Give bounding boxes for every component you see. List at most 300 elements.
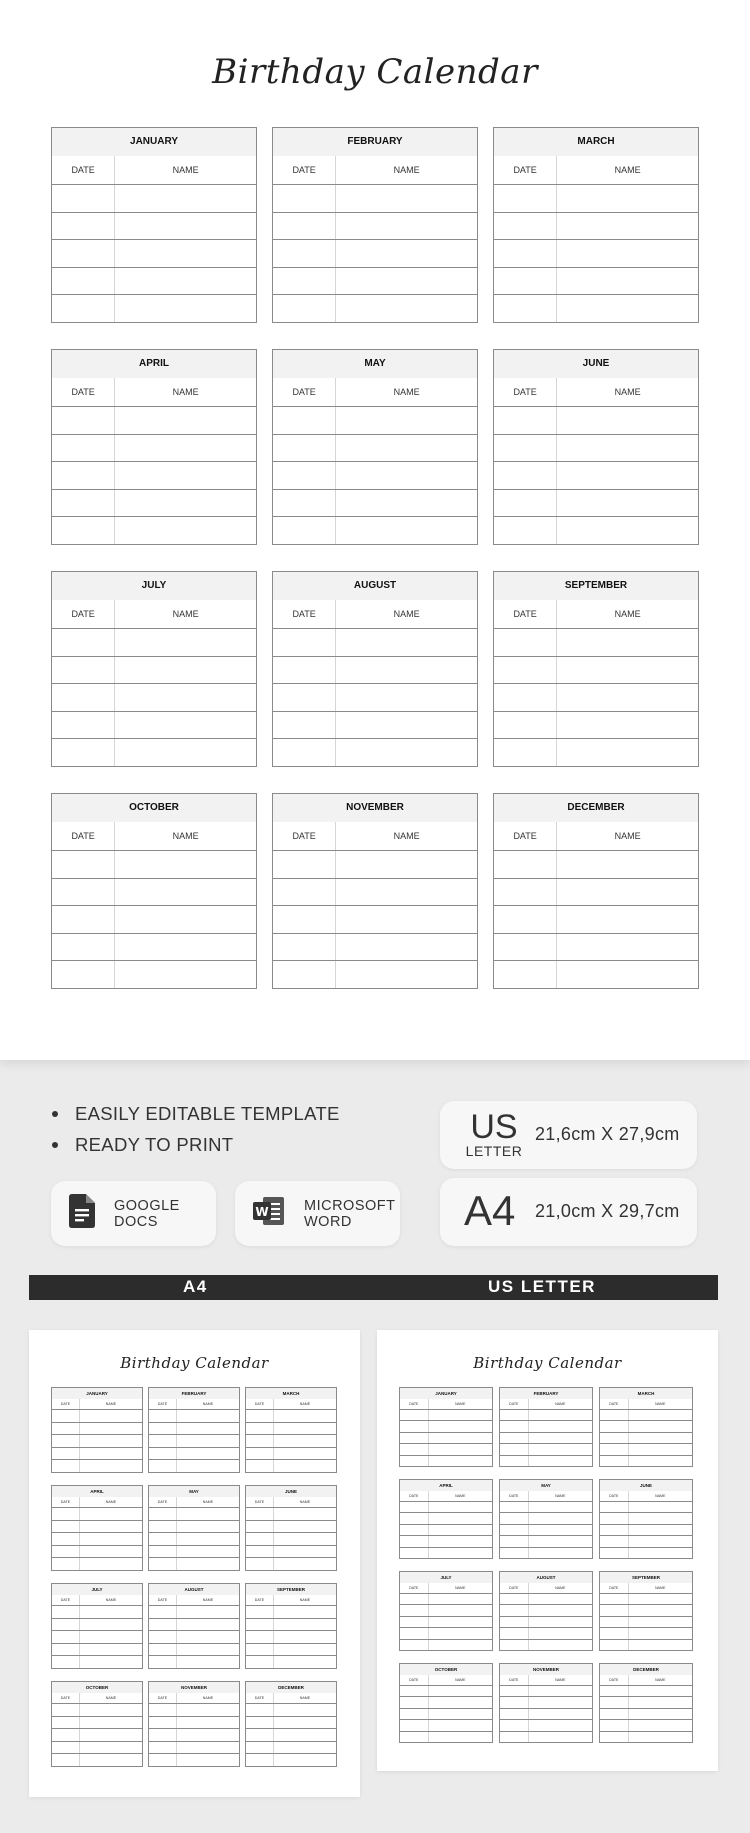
birthday-entry-row[interactable]: [273, 267, 477, 295]
birthday-entry-row[interactable]: [273, 516, 477, 544]
birthday-entry-row[interactable]: [149, 1753, 239, 1766]
date-cell[interactable]: [494, 906, 557, 933]
date-cell[interactable]: [600, 1709, 629, 1719]
date-cell[interactable]: [149, 1435, 177, 1447]
name-cell[interactable]: [177, 1742, 239, 1754]
birthday-entry-row[interactable]: [500, 1593, 592, 1604]
name-cell[interactable]: [629, 1628, 692, 1638]
date-cell[interactable]: [500, 1594, 529, 1604]
name-cell[interactable]: [336, 435, 477, 462]
date-cell[interactable]: [500, 1421, 529, 1431]
date-cell[interactable]: [52, 213, 115, 240]
date-cell[interactable]: [246, 1631, 274, 1643]
name-cell[interactable]: [274, 1619, 336, 1631]
name-cell[interactable]: [115, 629, 256, 656]
name-cell[interactable]: [529, 1605, 592, 1615]
date-cell[interactable]: [149, 1606, 177, 1618]
birthday-entry-row[interactable]: [149, 1532, 239, 1545]
name-cell[interactable]: [274, 1729, 336, 1741]
name-cell[interactable]: [557, 268, 698, 295]
name-cell[interactable]: [429, 1525, 492, 1535]
name-cell[interactable]: [557, 879, 698, 906]
name-cell[interactable]: [177, 1644, 239, 1656]
date-cell[interactable]: [52, 407, 115, 434]
date-cell[interactable]: [400, 1732, 429, 1742]
name-cell[interactable]: [629, 1421, 692, 1431]
date-cell[interactable]: [246, 1754, 274, 1766]
name-cell[interactable]: [274, 1546, 336, 1558]
date-cell[interactable]: [52, 268, 115, 295]
birthday-entry-row[interactable]: [52, 406, 256, 434]
name-cell[interactable]: [80, 1423, 142, 1435]
name-cell[interactable]: [177, 1619, 239, 1631]
name-cell[interactable]: [429, 1640, 492, 1650]
birthday-entry-row[interactable]: [600, 1639, 692, 1650]
date-cell[interactable]: [52, 712, 115, 739]
name-cell[interactable]: [80, 1508, 142, 1520]
name-cell[interactable]: [177, 1656, 239, 1668]
name-cell[interactable]: [80, 1644, 142, 1656]
name-cell[interactable]: [115, 268, 256, 295]
date-cell[interactable]: [149, 1704, 177, 1716]
birthday-entry-row[interactable]: [500, 1455, 592, 1466]
name-cell[interactable]: [557, 739, 698, 766]
name-cell[interactable]: [115, 490, 256, 517]
date-cell[interactable]: [494, 462, 557, 489]
date-cell[interactable]: [273, 851, 336, 878]
date-cell[interactable]: [52, 1619, 80, 1631]
name-cell[interactable]: [629, 1433, 692, 1443]
birthday-entry-row[interactable]: [52, 1655, 142, 1668]
date-cell[interactable]: [52, 657, 115, 684]
birthday-entry-row[interactable]: [273, 960, 477, 988]
name-cell[interactable]: [336, 657, 477, 684]
name-cell[interactable]: [529, 1433, 592, 1443]
name-cell[interactable]: [529, 1594, 592, 1604]
birthday-entry-row[interactable]: [246, 1716, 336, 1729]
birthday-entry-row[interactable]: [273, 294, 477, 322]
birthday-entry-row[interactable]: [149, 1422, 239, 1435]
date-cell[interactable]: [52, 435, 115, 462]
birthday-entry-row[interactable]: [52, 1507, 142, 1520]
date-cell[interactable]: [500, 1686, 529, 1696]
date-cell[interactable]: [600, 1410, 629, 1420]
birthday-entry-row[interactable]: [52, 1753, 142, 1766]
name-cell[interactable]: [336, 268, 477, 295]
date-cell[interactable]: [400, 1421, 429, 1431]
birthday-entry-row[interactable]: [600, 1547, 692, 1558]
date-cell[interactable]: [400, 1709, 429, 1719]
name-cell[interactable]: [274, 1704, 336, 1716]
birthday-entry-row[interactable]: [500, 1627, 592, 1638]
birthday-entry-row[interactable]: [149, 1716, 239, 1729]
birthday-entry-row[interactable]: [52, 878, 256, 906]
name-cell[interactable]: [177, 1521, 239, 1533]
birthday-entry-row[interactable]: [149, 1447, 239, 1460]
date-cell[interactable]: [52, 684, 115, 711]
birthday-entry-row[interactable]: [52, 1557, 142, 1570]
name-cell[interactable]: [557, 185, 698, 212]
name-cell[interactable]: [336, 934, 477, 961]
birthday-entry-row[interactable]: [246, 1459, 336, 1472]
name-cell[interactable]: [80, 1729, 142, 1741]
name-cell[interactable]: [177, 1448, 239, 1460]
name-cell[interactable]: [429, 1605, 492, 1615]
name-cell[interactable]: [177, 1704, 239, 1716]
name-cell[interactable]: [115, 934, 256, 961]
birthday-entry-row[interactable]: [149, 1545, 239, 1558]
name-cell[interactable]: [177, 1631, 239, 1643]
name-cell[interactable]: [115, 657, 256, 684]
date-cell[interactable]: [600, 1513, 629, 1523]
birthday-entry-row[interactable]: [273, 656, 477, 684]
birthday-entry-row[interactable]: [149, 1728, 239, 1741]
date-cell[interactable]: [149, 1717, 177, 1729]
birthday-entry-row[interactable]: [600, 1685, 692, 1696]
name-cell[interactable]: [629, 1720, 692, 1730]
birthday-entry-row[interactable]: [149, 1434, 239, 1447]
date-cell[interactable]: [494, 712, 557, 739]
date-cell[interactable]: [273, 684, 336, 711]
birthday-entry-row[interactable]: [246, 1545, 336, 1558]
name-cell[interactable]: [557, 629, 698, 656]
name-cell[interactable]: [177, 1410, 239, 1422]
name-cell[interactable]: [629, 1605, 692, 1615]
name-cell[interactable]: [115, 462, 256, 489]
birthday-entry-row[interactable]: [600, 1593, 692, 1604]
name-cell[interactable]: [429, 1628, 492, 1638]
date-cell[interactable]: [500, 1525, 529, 1535]
birthday-entry-row[interactable]: [246, 1507, 336, 1520]
date-cell[interactable]: [400, 1617, 429, 1627]
birthday-entry-row[interactable]: [52, 850, 256, 878]
birthday-entry-row[interactable]: [400, 1696, 492, 1707]
date-cell[interactable]: [273, 462, 336, 489]
date-cell[interactable]: [246, 1435, 274, 1447]
birthday-entry-row[interactable]: [246, 1532, 336, 1545]
name-cell[interactable]: [336, 213, 477, 240]
name-cell[interactable]: [336, 490, 477, 517]
birthday-entry-row[interactable]: [149, 1507, 239, 1520]
birthday-entry-row[interactable]: [600, 1708, 692, 1719]
birthday-entry-row[interactable]: [149, 1520, 239, 1533]
date-cell[interactable]: [400, 1686, 429, 1696]
birthday-entry-row[interactable]: [494, 434, 698, 462]
date-cell[interactable]: [500, 1548, 529, 1558]
date-cell[interactable]: [494, 879, 557, 906]
name-cell[interactable]: [557, 295, 698, 322]
date-cell[interactable]: [494, 240, 557, 267]
date-cell[interactable]: [52, 295, 115, 322]
date-cell[interactable]: [600, 1548, 629, 1558]
birthday-entry-row[interactable]: [600, 1535, 692, 1546]
date-cell[interactable]: [600, 1421, 629, 1431]
birthday-entry-row[interactable]: [500, 1604, 592, 1615]
date-cell[interactable]: [494, 185, 557, 212]
birthday-entry-row[interactable]: [52, 1532, 142, 1545]
birthday-entry-row[interactable]: [52, 434, 256, 462]
name-cell[interactable]: [274, 1410, 336, 1422]
birthday-entry-row[interactable]: [400, 1593, 492, 1604]
birthday-entry-row[interactable]: [52, 294, 256, 322]
birthday-entry-row[interactable]: [149, 1557, 239, 1570]
name-cell[interactable]: [629, 1732, 692, 1742]
name-cell[interactable]: [529, 1525, 592, 1535]
birthday-entry-row[interactable]: [273, 933, 477, 961]
date-cell[interactable]: [500, 1617, 529, 1627]
birthday-entry-row[interactable]: [500, 1432, 592, 1443]
birthday-entry-row[interactable]: [500, 1443, 592, 1454]
name-cell[interactable]: [429, 1686, 492, 1696]
name-cell[interactable]: [177, 1460, 239, 1472]
birthday-entry-row[interactable]: [600, 1420, 692, 1431]
birthday-entry-row[interactable]: [246, 1630, 336, 1643]
birthday-entry-row[interactable]: [500, 1685, 592, 1696]
birthday-entry-row[interactable]: [400, 1501, 492, 1512]
birthday-entry-row[interactable]: [273, 184, 477, 212]
name-cell[interactable]: [115, 879, 256, 906]
name-cell[interactable]: [80, 1460, 142, 1472]
birthday-entry-row[interactable]: [600, 1512, 692, 1523]
birthday-entry-row[interactable]: [246, 1605, 336, 1618]
birthday-entry-row[interactable]: [273, 239, 477, 267]
name-cell[interactable]: [557, 961, 698, 988]
date-cell[interactable]: [149, 1460, 177, 1472]
birthday-entry-row[interactable]: [52, 212, 256, 240]
name-cell[interactable]: [115, 851, 256, 878]
name-cell[interactable]: [80, 1619, 142, 1631]
birthday-entry-row[interactable]: [600, 1501, 692, 1512]
date-cell[interactable]: [500, 1709, 529, 1719]
date-cell[interactable]: [494, 684, 557, 711]
date-cell[interactable]: [52, 1435, 80, 1447]
birthday-entry-row[interactable]: [52, 1728, 142, 1741]
name-cell[interactable]: [429, 1594, 492, 1604]
date-cell[interactable]: [494, 851, 557, 878]
birthday-entry-row[interactable]: [400, 1420, 492, 1431]
name-cell[interactable]: [529, 1628, 592, 1638]
name-cell[interactable]: [80, 1631, 142, 1643]
date-cell[interactable]: [600, 1732, 629, 1742]
name-cell[interactable]: [80, 1533, 142, 1545]
birthday-entry-row[interactable]: [500, 1524, 592, 1535]
name-cell[interactable]: [336, 407, 477, 434]
name-cell[interactable]: [429, 1617, 492, 1627]
date-cell[interactable]: [500, 1697, 529, 1707]
date-cell[interactable]: [52, 1656, 80, 1668]
date-cell[interactable]: [600, 1605, 629, 1615]
birthday-entry-row[interactable]: [149, 1618, 239, 1631]
name-cell[interactable]: [80, 1704, 142, 1716]
birthday-entry-row[interactable]: [52, 628, 256, 656]
birthday-entry-row[interactable]: [494, 683, 698, 711]
birthday-entry-row[interactable]: [494, 738, 698, 766]
date-cell[interactable]: [400, 1548, 429, 1558]
name-cell[interactable]: [529, 1513, 592, 1523]
name-cell[interactable]: [529, 1548, 592, 1558]
date-cell[interactable]: [52, 1631, 80, 1643]
birthday-entry-row[interactable]: [246, 1520, 336, 1533]
name-cell[interactable]: [274, 1742, 336, 1754]
name-cell[interactable]: [529, 1720, 592, 1730]
date-cell[interactable]: [494, 268, 557, 295]
date-cell[interactable]: [494, 490, 557, 517]
name-cell[interactable]: [274, 1533, 336, 1545]
name-cell[interactable]: [80, 1717, 142, 1729]
birthday-entry-row[interactable]: [494, 212, 698, 240]
date-cell[interactable]: [600, 1525, 629, 1535]
birthday-entry-row[interactable]: [246, 1557, 336, 1570]
name-cell[interactable]: [80, 1521, 142, 1533]
date-cell[interactable]: [273, 629, 336, 656]
birthday-entry-row[interactable]: [400, 1639, 492, 1650]
date-cell[interactable]: [500, 1433, 529, 1443]
name-cell[interactable]: [629, 1594, 692, 1604]
name-cell[interactable]: [177, 1533, 239, 1545]
birthday-entry-row[interactable]: [52, 711, 256, 739]
birthday-entry-row[interactable]: [149, 1643, 239, 1656]
birthday-entry-row[interactable]: [52, 738, 256, 766]
birthday-entry-row[interactable]: [600, 1432, 692, 1443]
birthday-entry-row[interactable]: [273, 905, 477, 933]
date-cell[interactable]: [500, 1732, 529, 1742]
birthday-entry-row[interactable]: [52, 933, 256, 961]
date-cell[interactable]: [400, 1697, 429, 1707]
name-cell[interactable]: [336, 295, 477, 322]
birthday-entry-row[interactable]: [494, 406, 698, 434]
birthday-entry-row[interactable]: [400, 1685, 492, 1696]
birthday-entry-row[interactable]: [52, 1703, 142, 1716]
name-cell[interactable]: [274, 1754, 336, 1766]
birthday-entry-row[interactable]: [500, 1708, 592, 1719]
name-cell[interactable]: [80, 1558, 142, 1570]
name-cell[interactable]: [557, 684, 698, 711]
birthday-entry-row[interactable]: [52, 1741, 142, 1754]
birthday-entry-row[interactable]: [600, 1616, 692, 1627]
date-cell[interactable]: [400, 1525, 429, 1535]
name-cell[interactable]: [115, 295, 256, 322]
name-cell[interactable]: [629, 1456, 692, 1466]
date-cell[interactable]: [600, 1720, 629, 1730]
name-cell[interactable]: [557, 435, 698, 462]
date-cell[interactable]: [149, 1410, 177, 1422]
date-cell[interactable]: [400, 1513, 429, 1523]
birthday-entry-row[interactable]: [52, 267, 256, 295]
birthday-entry-row[interactable]: [273, 406, 477, 434]
date-cell[interactable]: [273, 712, 336, 739]
name-cell[interactable]: [274, 1448, 336, 1460]
name-cell[interactable]: [429, 1456, 492, 1466]
date-cell[interactable]: [600, 1628, 629, 1638]
birthday-entry-row[interactable]: [500, 1719, 592, 1730]
name-cell[interactable]: [529, 1444, 592, 1454]
date-cell[interactable]: [52, 879, 115, 906]
name-cell[interactable]: [429, 1732, 492, 1742]
birthday-entry-row[interactable]: [52, 1447, 142, 1460]
date-cell[interactable]: [52, 1546, 80, 1558]
birthday-entry-row[interactable]: [500, 1409, 592, 1420]
birthday-entry-row[interactable]: [494, 489, 698, 517]
name-cell[interactable]: [80, 1448, 142, 1460]
date-cell[interactable]: [494, 961, 557, 988]
birthday-entry-row[interactable]: [494, 850, 698, 878]
name-cell[interactable]: [557, 462, 698, 489]
birthday-entry-row[interactable]: [500, 1420, 592, 1431]
date-cell[interactable]: [149, 1423, 177, 1435]
birthday-entry-row[interactable]: [494, 960, 698, 988]
name-cell[interactable]: [115, 712, 256, 739]
birthday-entry-row[interactable]: [149, 1605, 239, 1618]
birthday-entry-row[interactable]: [500, 1501, 592, 1512]
name-cell[interactable]: [429, 1697, 492, 1707]
birthday-entry-row[interactable]: [500, 1731, 592, 1742]
date-cell[interactable]: [273, 906, 336, 933]
name-cell[interactable]: [274, 1717, 336, 1729]
date-cell[interactable]: [273, 268, 336, 295]
birthday-entry-row[interactable]: [246, 1618, 336, 1631]
birthday-entry-row[interactable]: [52, 683, 256, 711]
date-cell[interactable]: [500, 1444, 529, 1454]
name-cell[interactable]: [557, 407, 698, 434]
name-cell[interactable]: [557, 517, 698, 544]
name-cell[interactable]: [336, 851, 477, 878]
date-cell[interactable]: [52, 1754, 80, 1766]
date-cell[interactable]: [400, 1594, 429, 1604]
name-cell[interactable]: [529, 1421, 592, 1431]
date-cell[interactable]: [600, 1433, 629, 1443]
birthday-entry-row[interactable]: [600, 1696, 692, 1707]
date-cell[interactable]: [52, 1717, 80, 1729]
name-cell[interactable]: [629, 1525, 692, 1535]
name-cell[interactable]: [557, 906, 698, 933]
birthday-entry-row[interactable]: [246, 1447, 336, 1460]
date-cell[interactable]: [400, 1444, 429, 1454]
name-cell[interactable]: [529, 1456, 592, 1466]
birthday-entry-row[interactable]: [52, 461, 256, 489]
birthday-entry-row[interactable]: [52, 489, 256, 517]
name-cell[interactable]: [80, 1606, 142, 1618]
birthday-entry-row[interactable]: [149, 1409, 239, 1422]
birthday-entry-row[interactable]: [246, 1741, 336, 1754]
birthday-entry-row[interactable]: [52, 1409, 142, 1422]
birthday-entry-row[interactable]: [246, 1643, 336, 1656]
name-cell[interactable]: [336, 462, 477, 489]
name-cell[interactable]: [177, 1435, 239, 1447]
birthday-entry-row[interactable]: [52, 1605, 142, 1618]
birthday-entry-row[interactable]: [273, 461, 477, 489]
birthday-entry-row[interactable]: [400, 1455, 492, 1466]
name-cell[interactable]: [80, 1435, 142, 1447]
date-cell[interactable]: [400, 1628, 429, 1638]
name-cell[interactable]: [629, 1502, 692, 1512]
date-cell[interactable]: [246, 1508, 274, 1520]
date-cell[interactable]: [52, 490, 115, 517]
name-cell[interactable]: [274, 1644, 336, 1656]
birthday-entry-row[interactable]: [246, 1703, 336, 1716]
name-cell[interactable]: [429, 1709, 492, 1719]
birthday-entry-row[interactable]: [149, 1459, 239, 1472]
name-cell[interactable]: [336, 240, 477, 267]
date-cell[interactable]: [494, 435, 557, 462]
name-cell[interactable]: [115, 906, 256, 933]
birthday-entry-row[interactable]: [500, 1696, 592, 1707]
birthday-entry-row[interactable]: [600, 1719, 692, 1730]
name-cell[interactable]: [177, 1606, 239, 1618]
name-cell[interactable]: [629, 1410, 692, 1420]
date-cell[interactable]: [52, 629, 115, 656]
name-cell[interactable]: [336, 961, 477, 988]
birthday-entry-row[interactable]: [273, 738, 477, 766]
